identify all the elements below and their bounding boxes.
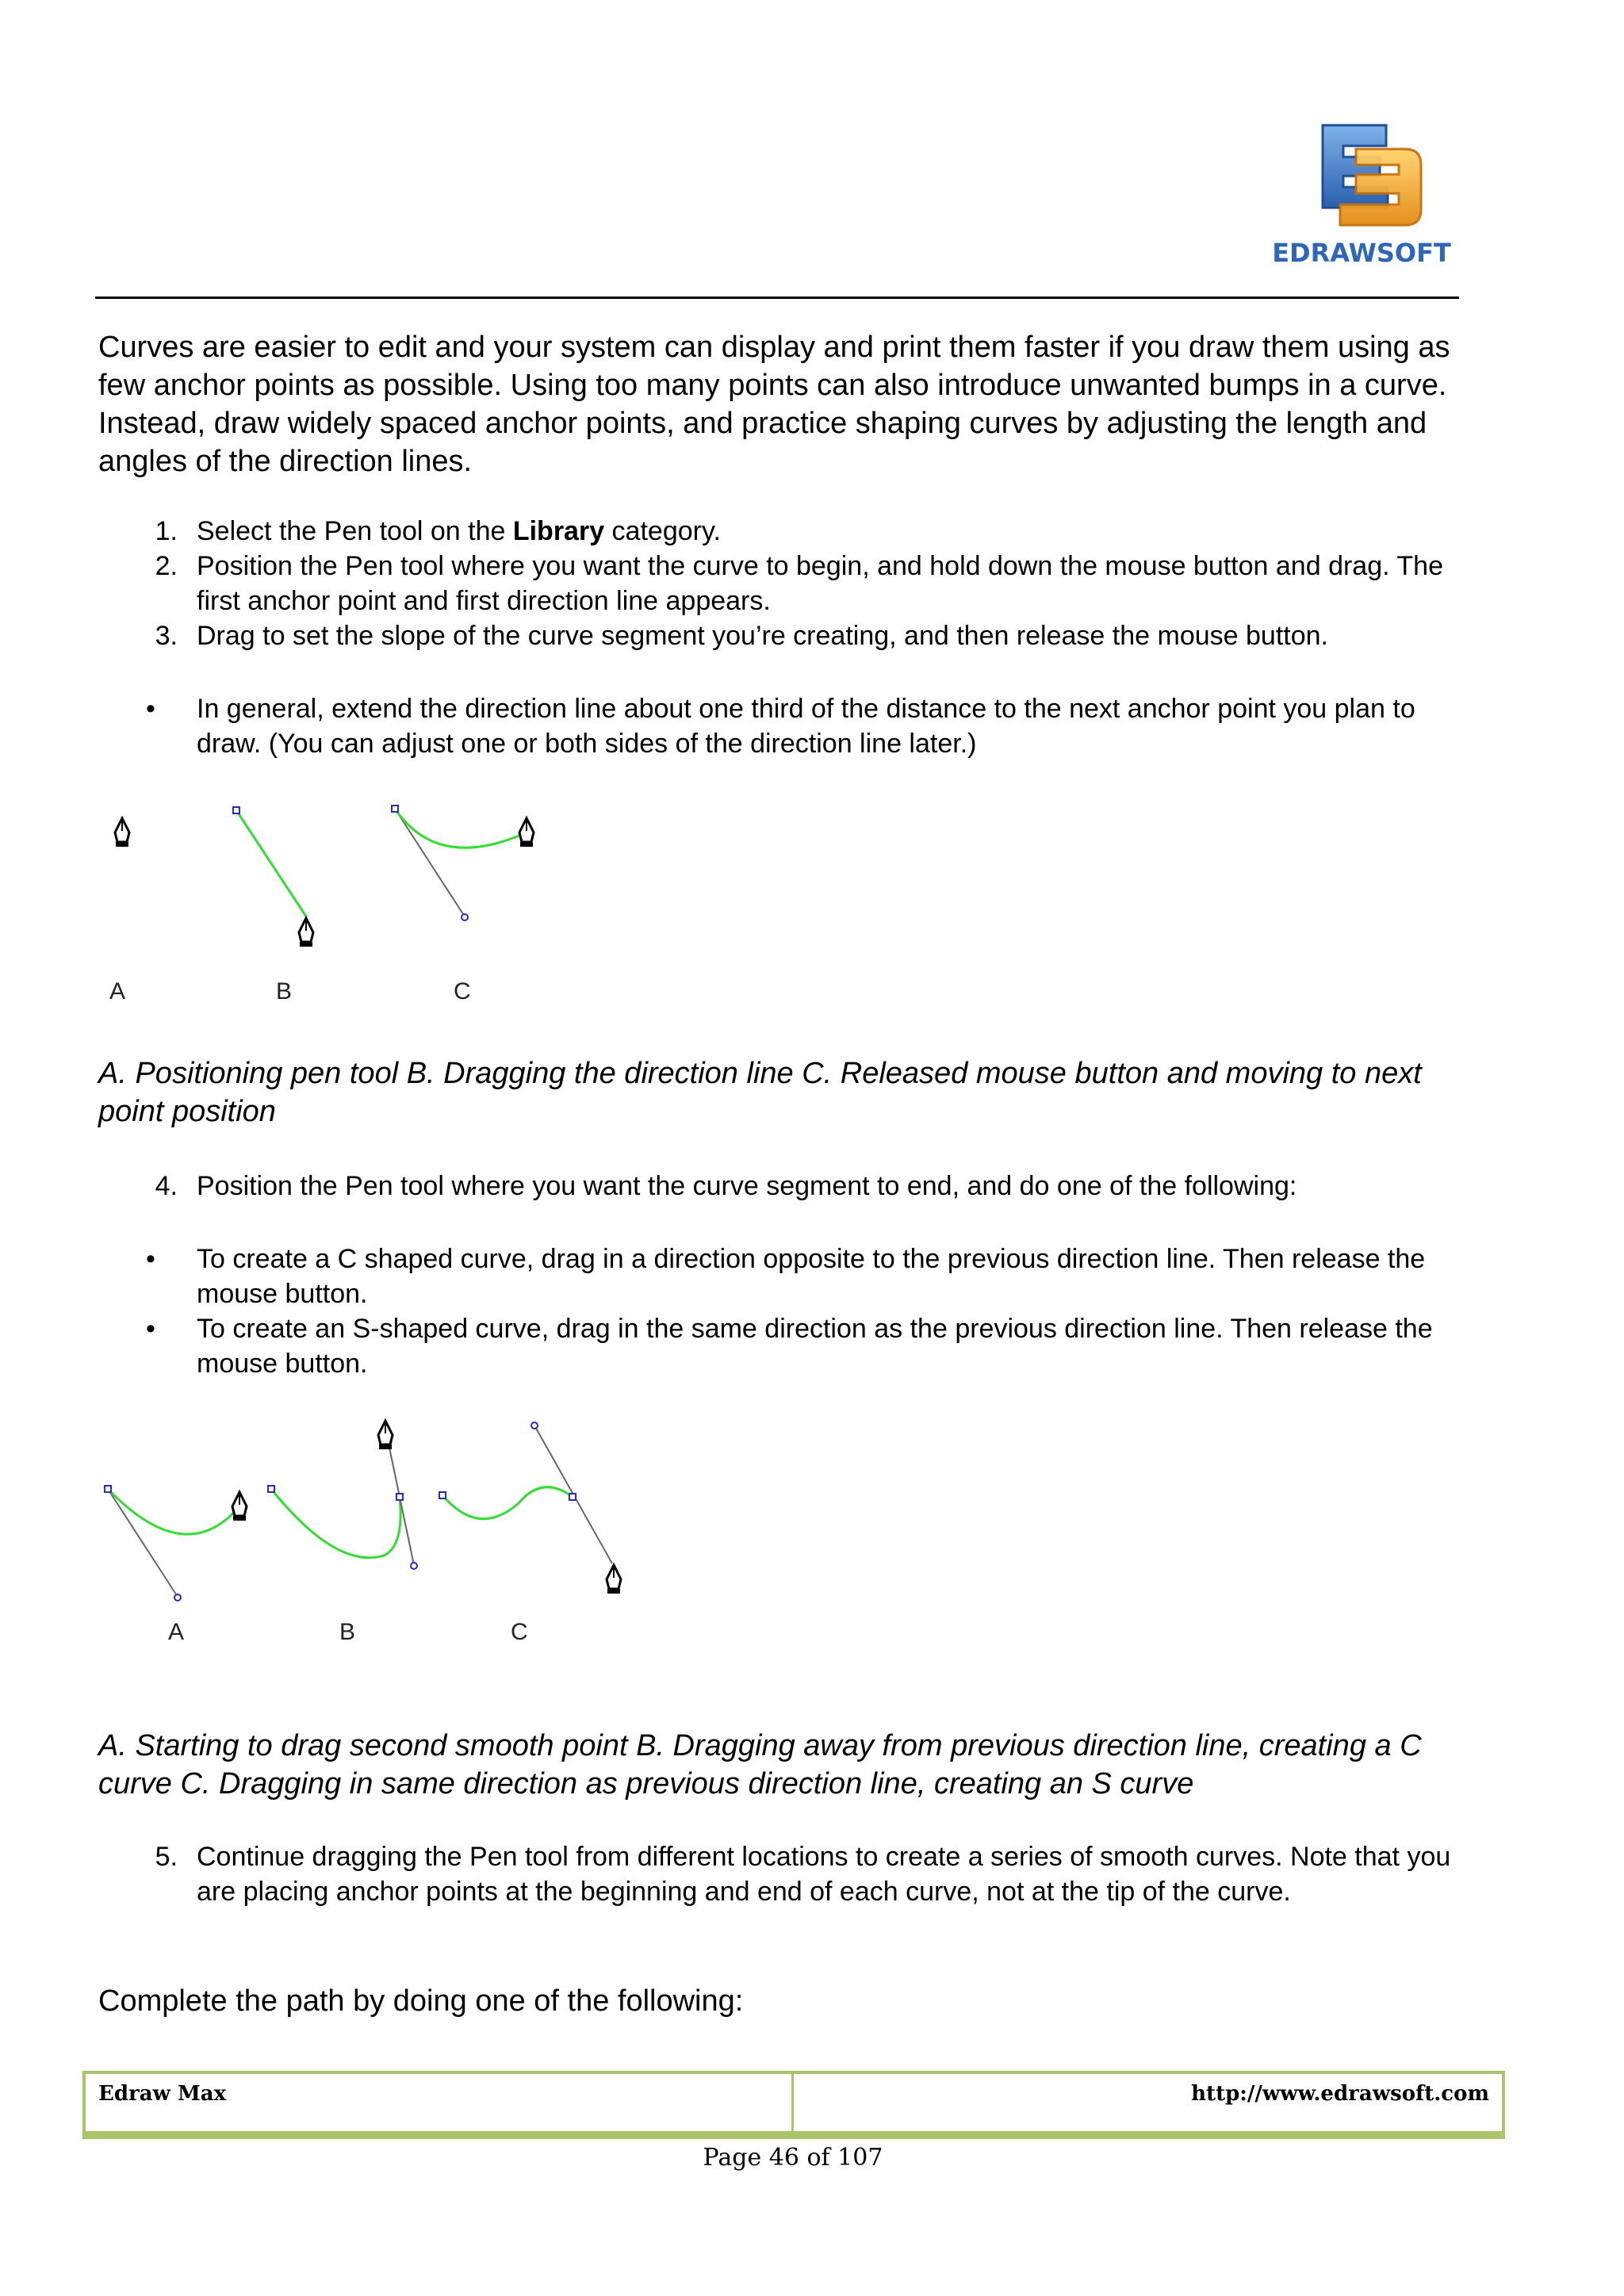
logo-text: EDRAWSOFT [1272, 238, 1451, 268]
figure-label: C [511, 1619, 528, 1645]
tip-bullet [0, 691, 1624, 763]
bullet-text: To create an S-shaped curve, drag in the same direction as the previous direction line. Then release the mouse button. [197, 1314, 1433, 1379]
steps-list [0, 514, 1624, 664]
footer-product: Edraw Max [98, 2082, 227, 2106]
anchor-point [105, 1486, 111, 1492]
footer-right-cell [794, 2074, 1502, 2131]
figure-label: B [339, 1619, 356, 1645]
figure-label: C [454, 978, 471, 1004]
figure-2 [98, 1411, 653, 1665]
direction-line [395, 809, 465, 916]
pen-icon [232, 1492, 247, 1521]
direction-point [462, 914, 468, 920]
anchor-point [392, 806, 398, 812]
pen-icon [607, 1565, 621, 1594]
footer-left-cell [86, 2074, 794, 2131]
curve-segment [395, 809, 527, 848]
anchor-point [569, 1494, 576, 1500]
pen-icon [378, 1421, 393, 1449]
bullet-icon: • [146, 1314, 155, 1344]
bullet-text: To create a C shaped curve, drag in a direction opposite to the previous direction line. Then release the mouse button. [197, 1244, 1426, 1309]
anchor-point [268, 1486, 274, 1492]
footer-table [82, 2071, 1505, 2134]
direction-point [174, 1594, 181, 1601]
page-number: Page 46 of 107 [703, 2144, 883, 2172]
direction-point [411, 1563, 417, 1569]
figure-2-caption: A. Starting to drag second smooth point B. Dragging away from previous direction line, creating a C curve C. Dragging in same direction as previous direction line, creating an S curve [98, 1729, 1422, 1800]
step-4 [0, 1169, 1624, 1203]
bullet-icon: • [146, 1244, 155, 1274]
logo [1261, 117, 1459, 276]
direction-line [108, 1489, 178, 1597]
figure-1 [98, 785, 590, 1015]
pen-icon [299, 918, 313, 947]
anchor-point [396, 1494, 403, 1500]
anchor-point [439, 1492, 446, 1498]
step-number: 2. [155, 551, 178, 581]
curve-segment [108, 1489, 239, 1534]
figure-label: B [276, 978, 293, 1004]
closing-paragraph: Complete the path by doing one of the following: [98, 1984, 744, 2018]
step-number: 1. [155, 516, 178, 546]
curve-segment [271, 1489, 400, 1558]
figure-1-caption: A. Positioning pen tool B. Dragging the direction line C. Released mouse button and moving to next point position [98, 1057, 1422, 1128]
step-text: Select the Pen tool on the Library category. [197, 516, 721, 546]
figure-label: A [109, 978, 126, 1004]
step-number: 4. [155, 1171, 178, 1201]
direction-point [531, 1422, 538, 1429]
anchor-point [233, 807, 239, 813]
figure-1-drawing [98, 785, 590, 1015]
pen-icon [519, 818, 534, 847]
figure-label: A [168, 1619, 185, 1645]
curve-segment [442, 1487, 573, 1519]
intro-paragraph: Curves are easier to edit and your system can display and print them faster if you draw them using as few anchor points as possible. Using too many points can also introduce unwanted bumps in a curve. Instead, draw widely spaced anchor points, and practice shaping curves by adjusting the length and angles of the direction lines. [98, 331, 1450, 478]
bullet-text: In general, extend the direction line about one third of the distance to the next anchor point you plan to draw. (You can adjust one or both sides of the direction line later.) [197, 694, 1415, 759]
step-text: Position the Pen tool where you want the curve to begin, and hold down the mouse button and drag. The first anchor point and first direction line appears. [197, 551, 1443, 616]
curve-options-list [0, 1242, 1624, 1384]
step-number: 5. [155, 1842, 178, 1872]
bullet-icon: • [146, 694, 155, 724]
edrawsoft-logo-icon [1261, 117, 1459, 236]
header-rule [95, 297, 1459, 299]
step-text: Position the Pen tool where you want the curve segment to end, and do one of the following: [197, 1171, 1297, 1201]
footer-url[interactable]: http://www.edrawsoft.com [1191, 2082, 1489, 2106]
step-number: 3. [155, 621, 178, 651]
direction-line [236, 810, 306, 916]
footer-bottom-rule [82, 2134, 1505, 2139]
step-text: Drag to set the slope of the curve segment you’re creating, and then release the mouse button. [197, 621, 1328, 651]
step-text: Continue dragging the Pen tool from different locations to create a series of smooth curves. Note that you are placing anchor points at the beginning and end of each curve, not at the tip of the curve. [197, 1842, 1451, 1907]
step-5 [0, 1839, 1624, 1944]
pen-icon [115, 818, 129, 847]
